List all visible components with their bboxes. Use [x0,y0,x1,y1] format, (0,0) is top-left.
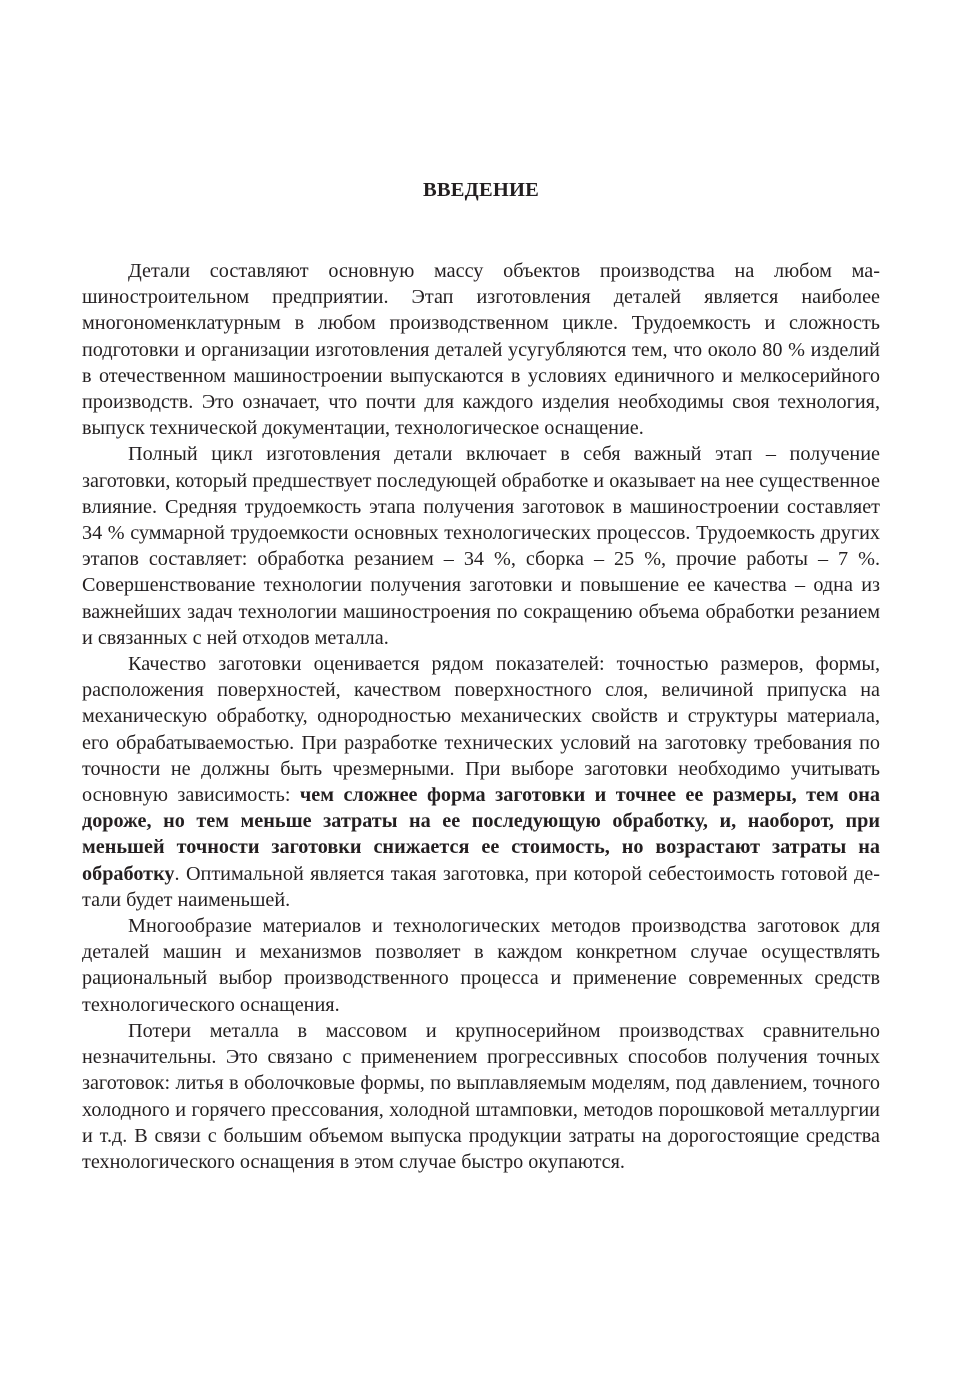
paragraph-4: Многообразие материалов и технологических методов производства заготовок для деталей машин и механизмов позволяет в каждом конкретном случае осуществлять рациональный выбор производственного процесса и применение современных средств технологического оснащения. [82,915,880,1016]
paragraph-1: Детали составляют основную массу объектов производства на любом машиностроительном предприятии. Этап изготовления деталей является наиболее многономенклатурным в любом производственном цикле. Трудоемкость и сложность подготовки и организации изготовления деталей усугубляются тем, что около 80 % изделий в отечественном машиностроении выпускаются в условиях единичного и мелкосерийного производств. Это означает, что почти для каждого изделия необходимы своя технология, выпуск технической документации, технологическое оснащение. [82,260,880,440]
paragraph-3-text-after: . Оптимальной является такая заготовка, при которой себестоимость готовой детали будет наименьшей. [82,862,880,911]
page-title: ВВЕДЕНИЕ [423,179,539,201]
body-text [82,258,880,1175]
paragraph-3-bold-statement: чем сложнее форма заготовки и точнее ее размеры, тем она дороже, но тем меньше затраты на ее последующую обработку, и, наоборот, при меньшей точности заготовки снижается ее стоимость, но возрастают затраты на обработку [82,784,880,885]
paragraph-3-text-before: Качество заготовки оценивается рядом показателей: точностью размеров, формы, расположения поверхностей, качеством поверхностного слоя, величиной припуска на механическую обработку, однородностью механических свойств и структуры материала, его обрабатываемостью. При разработке технических условий на заготовку требования по точности не должны быть чрезмерными. При выборе заготовки необходимо учитывать основную зависимость: [82,653,880,807]
paragraph-3 [82,651,880,913]
paragraph-2: Полный цикл изготовления детали включает в себя важный этап – получение заготовки, который предшествует последующей обработке и оказывает на нее существенное влияние. Средняя трудоемкость этапа получения заготовок в машиностроении составляет 34 % суммарной трудоемкости основных технологических процессов. Трудоемкость других этапов составляет: обработка резанием – 34 %, сборка – 25 %, прочие работы – 7 %. Совершенствование технологии получения заготовки и повышение ее качества – одна из важнейших задач технологии машиностроения по сокращению объема обработки резанием и связанных с ней отходов металла. [82,443,880,649]
paragraph-5: Потери металла в массовом и крупносерийном производствах сравнительно незначительны. Это связано с применением прогрессивных способов получения точных заготовок: литья в оболочковые формы, по выплавляемым моделям, под давлением, точного холодного и горячего прессования, холодной штамповки, методов порошковой металлургии и т.д. В связи с большим объемом выпуска продукции затраты на дорогостоящие средства технологического оснащения в этом случае быстро окупаются. [82,1019,880,1173]
